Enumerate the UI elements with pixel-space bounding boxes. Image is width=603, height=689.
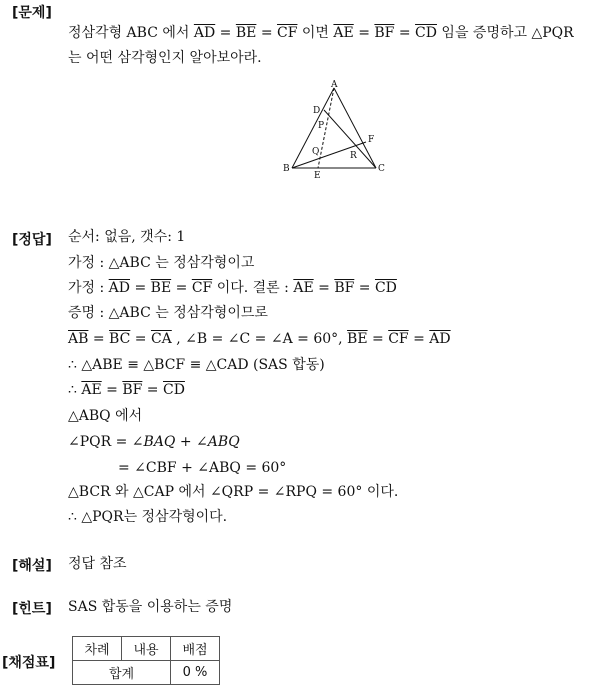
hint-text: SAS 합동을 이용하는 증명	[68, 599, 233, 615]
angles-text: , ∠B = ∠C = ∠A = 60°,	[171, 331, 348, 347]
total-value: 0 %	[171, 661, 220, 685]
segment-bf: $\overline{BF}$	[334, 280, 355, 296]
segment-cf: $\overline{CF}$	[277, 25, 298, 41]
scoring-tag: [채점표]	[2, 655, 56, 671]
segment-ad: $\overline{AD}$	[429, 331, 451, 347]
segment-ae: $\overline{AE}$	[293, 280, 314, 296]
segment-ad: $\overline{AD}$	[108, 280, 131, 296]
problem-line-1	[68, 24, 574, 42]
segment-be: $\overline{BE}$	[235, 25, 257, 41]
explanation-tag: [해설]	[12, 558, 52, 574]
text: 이다. 결론 :	[212, 280, 294, 296]
congruence-line: ∴ △ABE ≡ △BCF ≡ △CAD (SAS 합동)	[68, 357, 325, 373]
equals: =	[130, 331, 151, 347]
equals: =	[367, 331, 389, 347]
equals: =	[353, 25, 375, 41]
assumption-line-1: 가정 : △ABC 는 정삼각형이고	[68, 255, 255, 271]
cbf-line: = ∠CBF + ∠ABQ = 60°	[118, 460, 287, 476]
segment-ca: $\overline{CA}$	[150, 331, 172, 347]
final-line: ∴ △PQR는 정삼각형이다.	[68, 509, 228, 525]
label-d: D	[313, 106, 321, 116]
equals: =	[142, 382, 163, 398]
segment-be: $\overline{BE}$	[150, 280, 172, 296]
sides-angles-line	[68, 330, 451, 348]
therefore-symbol: ∴	[68, 382, 82, 398]
triangle-figure	[280, 80, 390, 180]
label-f: F	[368, 135, 375, 145]
label-a: A	[331, 80, 338, 90]
segment-cd: $\overline{CD}$	[415, 25, 437, 41]
equals: =	[354, 280, 375, 296]
segment-cf: $\overline{CF}$	[191, 280, 213, 296]
explanation-text: 정답 참조	[68, 556, 127, 572]
label-p: P	[318, 121, 325, 131]
problem-line-2: 는 어떤 삼각형인지 알아보아라.	[68, 50, 262, 66]
proof-start-line: 증명 : △ABC 는 정삼각형이므로	[68, 305, 268, 321]
scoring-header-row	[73, 637, 220, 661]
assumption-line-2	[68, 279, 397, 297]
problem-tag: [문제]	[12, 5, 52, 21]
conclusion-line-1	[68, 381, 185, 399]
segment-bc: $\overline{BC}$	[109, 331, 131, 347]
angle-baq: BAQ	[143, 434, 176, 450]
segment-ae: $\overline{AE}$	[333, 25, 354, 41]
equals: =	[408, 331, 430, 347]
hint-tag: [힌트]	[12, 601, 52, 617]
pqr-angle-line	[68, 433, 240, 451]
problem-text: 이면	[297, 25, 334, 41]
equals: =	[256, 25, 278, 41]
segment-ab: $\overline{AB}$	[68, 331, 89, 347]
label-r: R	[350, 151, 357, 161]
header-content: 내용	[122, 637, 171, 661]
abq-line: △ABQ 에서	[68, 408, 143, 424]
segment-cd: $\overline{CD}$	[374, 280, 397, 296]
equals: =	[313, 280, 335, 296]
order-line: 순서: 없음, 갯수: 1	[68, 229, 186, 245]
segment-cd: $\overline{CD}$	[163, 382, 185, 398]
equals: =	[171, 280, 192, 296]
label-e: E	[314, 171, 321, 180]
header-score: 배점	[171, 637, 220, 661]
text: + ∠	[175, 434, 208, 450]
segment-bf: $\overline{BF}$	[122, 382, 143, 398]
total-label: 합계	[73, 661, 171, 685]
segment-be: $\overline{BE}$	[347, 331, 368, 347]
answer-tag: [정답]	[12, 232, 52, 248]
segment-ae: $\overline{AE}$	[81, 382, 102, 398]
equals: =	[394, 25, 416, 41]
segment-ad: $\overline{AD}$	[193, 25, 216, 41]
problem-text: 정삼각형 ABC 에서	[68, 25, 194, 41]
header-order: 차례	[73, 637, 122, 661]
text: 가정 :	[68, 280, 109, 296]
segment-cf: $\overline{CF}$	[388, 331, 409, 347]
equals: =	[101, 382, 123, 398]
equals: =	[88, 331, 110, 347]
label-q: Q	[312, 147, 320, 157]
problem-text: 임을 증명하고 △PQR	[436, 25, 574, 41]
scoring-table	[72, 636, 220, 685]
segment-bf: $\overline{BF}$	[374, 25, 395, 41]
label-b: B	[283, 164, 290, 174]
equals: =	[130, 280, 151, 296]
equals: =	[215, 25, 236, 41]
bcr-line: △BCR 와 △CAP 에서 ∠QRP = ∠RPQ = 60° 이다.	[68, 484, 399, 500]
label-c: C	[378, 164, 385, 174]
text: ∠PQR = ∠	[68, 434, 144, 450]
angle-abq: ABQ	[207, 434, 240, 450]
scoring-total-row	[73, 661, 220, 685]
